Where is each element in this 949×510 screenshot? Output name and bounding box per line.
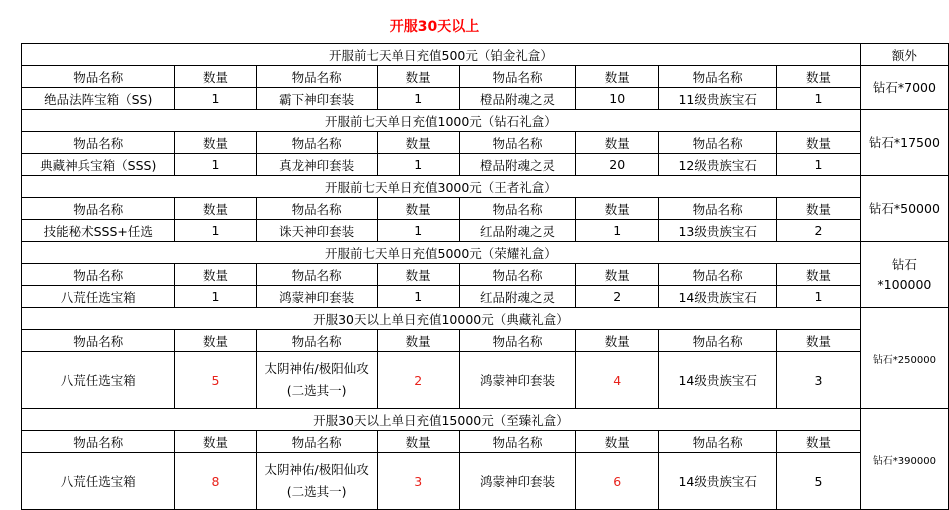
column-header-name: 物品名称 [22,198,175,220]
extra-reward-line: *100000 [877,276,932,292]
item-name-line: (二选其一) [286,484,347,499]
item-name: 红品附魂之灵 [459,286,576,308]
item-name: 技能秘术SSS+任选 [22,220,175,242]
tier-header: 开服30天以上单日充值15000元（至臻礼盒） [22,409,861,431]
item-name-line: 太阴神佑/极阳仙攻 [264,462,369,477]
column-header-qty: 数量 [777,132,861,154]
item-qty: 2 [576,286,659,308]
column-header-name: 物品名称 [459,330,576,352]
column-header-name: 物品名称 [22,132,175,154]
item-qty: 1 [175,220,256,242]
column-header-qty: 数量 [175,198,256,220]
column-header-qty: 数量 [777,66,861,88]
column-header-name: 物品名称 [459,431,576,453]
tier-header-row [22,409,949,431]
column-header-name: 物品名称 [659,198,777,220]
column-header-qty: 数量 [377,198,459,220]
column-header-row [22,132,949,154]
item-qty: 5 [175,352,256,409]
column-header-row [22,330,949,352]
tier-header-row [22,44,949,66]
column-header-name: 物品名称 [659,66,777,88]
column-header-qty: 数量 [175,264,256,286]
column-header-name: 物品名称 [22,264,175,286]
column-header-row [22,198,949,220]
item-qty: 2 [777,220,861,242]
column-header-name: 物品名称 [22,330,175,352]
tier-header: 开服30天以上单日充值10000元（典藏礼盒） [22,308,861,330]
extra-reward: 钻石*17500 [860,110,948,176]
item-qty: 1 [377,154,459,176]
item-name: 13级贵族宝石 [659,220,777,242]
tier-header: 开服前七天单日充值1000元（钻石礼盒） [22,110,861,132]
item-name [256,453,377,510]
item-name: 橙品附魂之灵 [459,154,576,176]
column-header-qty: 数量 [777,264,861,286]
item-name: 14级贵族宝石 [659,286,777,308]
column-header-row [22,66,949,88]
item-qty: 1 [377,220,459,242]
extra-reward-line: 钻石 [891,256,917,272]
item-qty: 3 [377,453,459,510]
item-qty: 10 [576,88,659,110]
item-qty: 1 [175,88,256,110]
item-name: 典藏神兵宝箱（SSS) [22,154,175,176]
item-name: 八荒任选宝箱 [22,352,175,409]
item-qty: 1 [175,154,256,176]
tier-header-row [22,176,949,198]
item-name: 12级贵族宝石 [659,154,777,176]
item-qty: 1 [377,286,459,308]
extra-reward: 钻石*390000 [860,409,948,510]
item-name: 八荒任选宝箱 [22,286,175,308]
column-header-name: 物品名称 [459,66,576,88]
table-row [22,220,949,242]
item-name: 绝品法阵宝箱（SS) [22,88,175,110]
item-qty: 1 [777,88,861,110]
column-header-qty: 数量 [175,66,256,88]
column-header-qty: 数量 [377,330,459,352]
column-header-name: 物品名称 [659,431,777,453]
item-qty: 1 [576,220,659,242]
page-title: 开服30天以上 [389,19,480,35]
column-header-qty: 数量 [576,330,659,352]
item-name-line: 太阴神佑/极阳仙攻 [264,361,369,376]
column-header-qty: 数量 [175,431,256,453]
item-qty: 1 [777,154,861,176]
column-header-name: 物品名称 [256,198,377,220]
column-header-qty: 数量 [576,198,659,220]
column-header-name: 物品名称 [459,198,576,220]
table-row [22,453,949,510]
column-header-name: 物品名称 [659,264,777,286]
item-qty: 3 [777,352,861,409]
item-qty: 8 [175,453,256,510]
column-header-qty: 数量 [777,198,861,220]
column-header-qty: 数量 [377,431,459,453]
extra-reward [860,242,948,308]
column-header-name: 物品名称 [459,264,576,286]
item-name-line: (二选其一) [286,383,347,398]
column-header-qty: 数量 [576,264,659,286]
item-qty: 1 [175,286,256,308]
column-header-qty: 数量 [175,132,256,154]
item-qty: 20 [576,154,659,176]
column-header-name: 物品名称 [659,132,777,154]
table-row [22,88,949,110]
item-qty: 5 [777,453,861,510]
column-header-qty: 数量 [576,431,659,453]
column-header-name: 物品名称 [256,66,377,88]
item-name: 红品附魂之灵 [459,220,576,242]
table-row [22,352,949,409]
item-qty: 1 [377,88,459,110]
column-header-qty: 数量 [576,66,659,88]
item-name: 橙品附魂之灵 [459,88,576,110]
item-name: 鸿蒙神印套装 [459,453,576,510]
extra-header: 额外 [860,44,948,66]
column-header-row [22,431,949,453]
item-name: 诛天神印套装 [256,220,377,242]
item-qty: 1 [777,286,861,308]
item-name: 真龙神印套装 [256,154,377,176]
tier-header-row [22,242,949,264]
table-row [22,154,949,176]
tier-header: 开服前七天单日充值500元（铂金礼盒） [22,44,861,66]
column-header-name: 物品名称 [256,330,377,352]
tier-header-row [22,308,949,330]
column-header-qty: 数量 [377,132,459,154]
item-name: 14级贵族宝石 [659,352,777,409]
column-header-qty: 数量 [777,431,861,453]
tier-header-row [22,110,949,132]
column-header-qty: 数量 [377,66,459,88]
item-name: 八荒任选宝箱 [22,453,175,510]
column-header-name: 物品名称 [22,66,175,88]
column-header-name: 物品名称 [256,132,377,154]
column-header-name: 物品名称 [659,330,777,352]
item-qty: 4 [576,352,659,409]
table-row [22,286,949,308]
item-qty: 2 [377,352,459,409]
item-name: 鸿蒙神印套装 [256,286,377,308]
column-header-row [22,264,949,286]
extra-reward: 钻石*7000 [860,66,948,110]
tier-header: 开服前七天单日充值3000元（王者礼盒） [22,176,861,198]
column-header-name: 物品名称 [459,132,576,154]
tier-header: 开服前七天单日充值5000元（荣耀礼盒） [22,242,861,264]
column-header-qty: 数量 [377,264,459,286]
item-name [256,352,377,409]
item-name: 11级贵族宝石 [659,88,777,110]
recharge-rewards-table [21,43,949,510]
item-name: 鸿蒙神印套装 [459,352,576,409]
item-qty: 6 [576,453,659,510]
column-header-name: 物品名称 [256,431,377,453]
column-header-name: 物品名称 [256,264,377,286]
item-name: 霸下神印套装 [256,88,377,110]
column-header-qty: 数量 [175,330,256,352]
column-header-qty: 数量 [777,330,861,352]
column-header-name: 物品名称 [22,431,175,453]
extra-reward: 钻石*250000 [860,308,948,409]
item-name: 14级贵族宝石 [659,453,777,510]
column-header-qty: 数量 [576,132,659,154]
extra-reward: 钻石*50000 [860,176,948,242]
